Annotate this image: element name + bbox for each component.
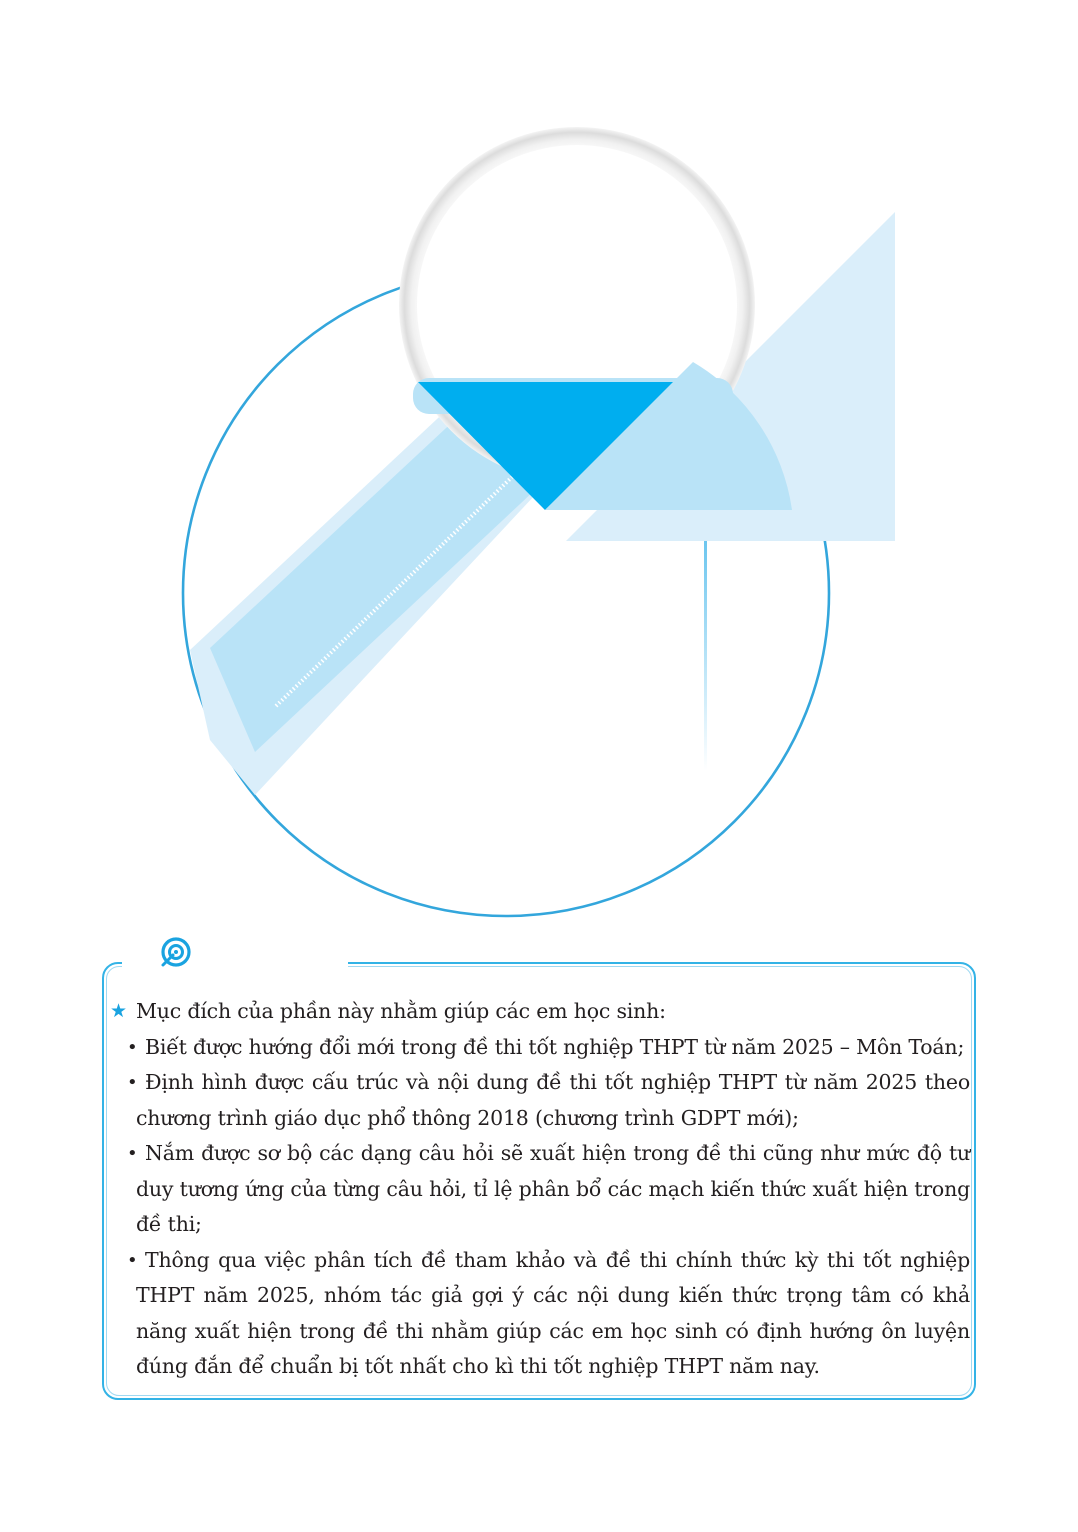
intro-line [110, 994, 970, 1030]
bullet-icon: • [127, 1249, 138, 1271]
purpose-list [110, 1030, 970, 1385]
list-item-text: Biết được hướng đổi mới trong đề thi tốt nghiệp THPT từ năm 2025 – Môn Toán; [145, 1034, 965, 1059]
intro-text: Mục đích của phần này nhằm giúp các em học sinh: [136, 999, 666, 1023]
vertical-needle [704, 541, 707, 771]
list-item [110, 1136, 970, 1243]
bullet-icon: • [127, 1072, 138, 1093]
list-item [110, 1065, 970, 1136]
list-item-text: Định hình được cấu trúc và nội dung đề thi tốt nghiệp THPT từ năm 2025 theo chương trình giáo dục phổ thông 2018 (chương trình GDPT mới); [136, 1070, 970, 1130]
list-item [110, 1030, 970, 1066]
purpose-content [110, 994, 970, 1385]
light-bar [210, 415, 535, 752]
bullet-icon: • [127, 1036, 138, 1058]
list-item-text: Nắm được sơ bộ các dạng câu hỏi sẽ xuất hiện trong đề thi cũng như mức độ tư duy tương ứng của từng câu hỏi, tỉ lệ phân bổ các mạch kiến thức xuất hiện trong đề thi; [136, 1141, 970, 1236]
box-header-gap [122, 955, 348, 969]
bullet-icon: • [127, 1143, 138, 1164]
target-icon [158, 936, 192, 970]
star-icon: ★ [110, 1000, 127, 1022]
list-item-text: Thông qua việc phân tích đề tham khảo và đề thi chính thức kỳ thi tốt nghiệp THPT năm 2025, nhóm tác giả gợi ý các nội dung kiến thức trọng tâm có khả năng xuất hiện trong đề thi nhằm giúp các em học sinh có định hướng ôn luyện đúng đắn để chuẩn bị tốt nhất cho kì thi tốt nghiệp THPT năm nay. [136, 1247, 970, 1378]
list-item [110, 1243, 970, 1385]
